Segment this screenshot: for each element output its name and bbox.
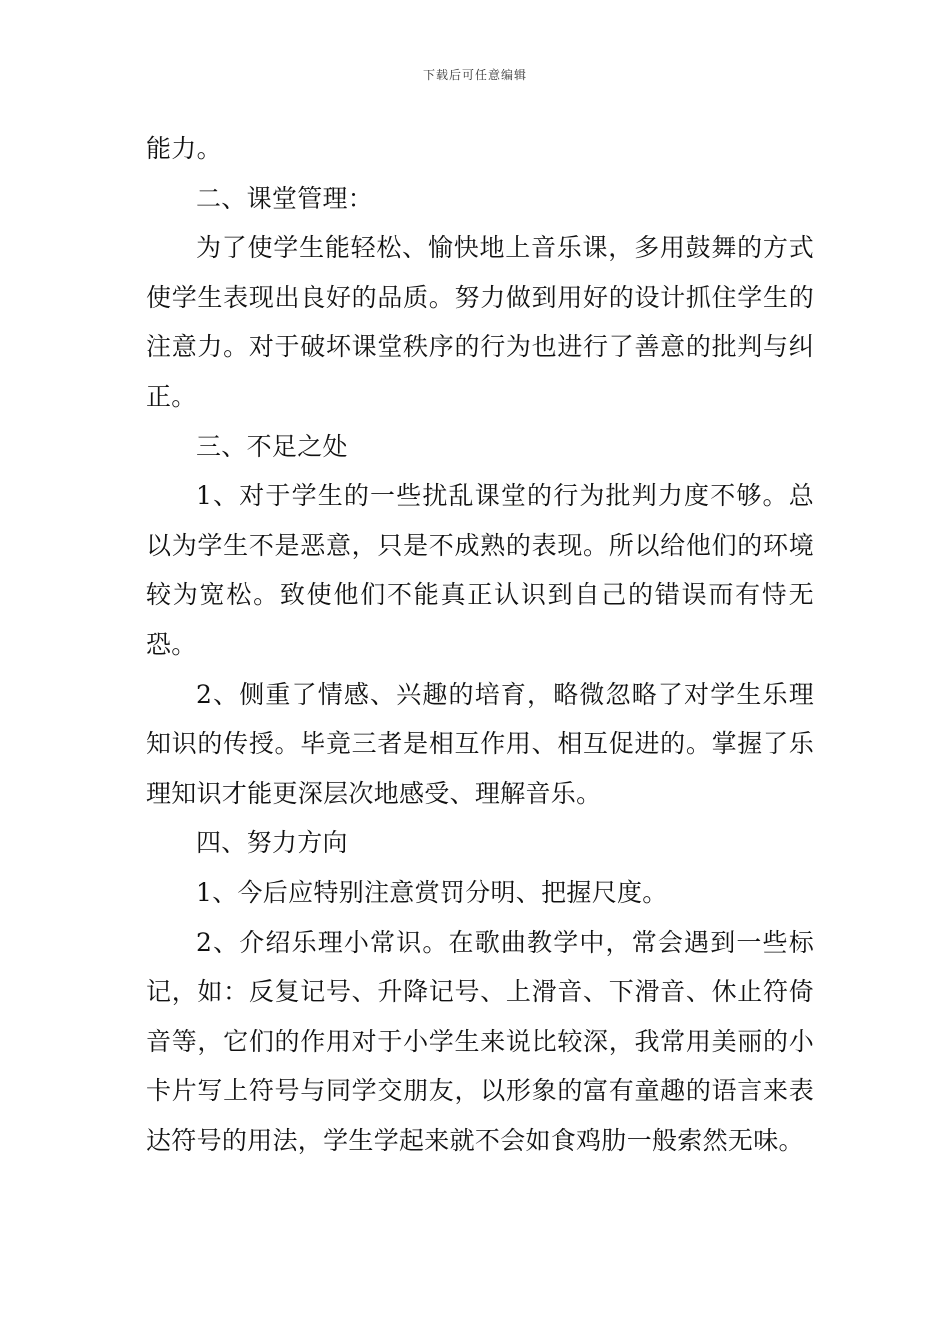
- page-header-note: 下载后可任意编辑: [422, 68, 527, 82]
- paragraph-continuation: 能力。: [146, 134, 222, 163]
- paragraph-shortcoming-1: 1、对于学生的一些扰乱课堂的行为批判力度不够。总以为学生不是恶意，只是不成熟的表现。所以给他们的环境较为宽松。致使他们不能真正认识到自己的错误而有恃无恐。: [146, 481, 814, 659]
- paragraph-classroom-management: 为了使学生能轻松、愉快地上音乐课，多用鼓舞的方式使学生表现出良好的品质。努力做到用好的设计抓住学生的注意力。对于破坏课堂秩序的行为也进行了善意的批判与纠正。: [146, 233, 814, 411]
- section-heading-shortcomings: 三、不足之处: [196, 431, 348, 461]
- document-body: [146, 124, 814, 1165]
- paragraph-direction-1: 1、今后应特别注意赏罚分明、把握尺度。: [196, 877, 668, 907]
- paragraph-direction-2: 2、介绍乐理小常识。在歌曲教学中，常会遇到一些标记，如：反复记号、升降记号、上滑音、下滑音、休止符倚音等，它们的作用对于小学生来说比较深，我常用美丽的小卡片写上符号与同学交朋友，以形象的富有童趣的语言来表达符号的用法，学生学起来就不会如食鸡肋一般索然无味。: [146, 927, 814, 1155]
- section-heading-classroom-management: 二、课堂管理：: [196, 183, 374, 213]
- section-heading-direction: 四、努力方向: [196, 828, 348, 858]
- paragraph-shortcoming-2: 2、侧重了情感、兴趣的培育，略微忽略了对学生乐理知识的传授。毕竟三者是相互作用、相互促进的。掌握了乐理知识才能更深层次地感受、理解音乐。: [146, 679, 814, 808]
